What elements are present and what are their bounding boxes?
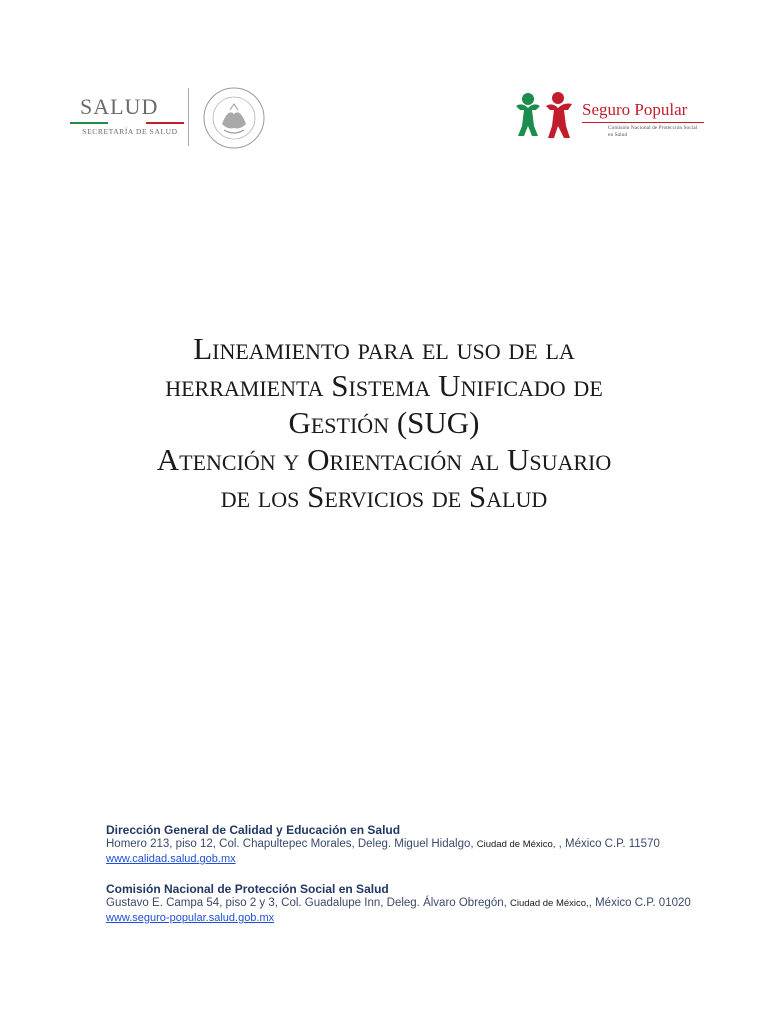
salud-subtitle: SECRETARÍA DE SALUD <box>82 127 178 136</box>
org-seguro-popular-city: Ciudad de México, <box>510 898 589 909</box>
salud-wordmark: SALUD <box>80 94 159 119</box>
seguro-popular-wordmark: Seguro Popular <box>582 100 688 119</box>
org-calidad-name: Dirección General de Calidad y Educación en Salud <box>106 823 401 837</box>
national-seal-icon <box>202 86 266 150</box>
org-seguro-popular-address: Gustavo E. Campa 54, piso 2 y 3, Col. Guadalupe Inn, Deleg. Álvaro Obregón, <box>106 897 511 909</box>
logo-divider <box>188 88 189 146</box>
title-line-5: de los Servicios de Salud <box>220 479 548 514</box>
org-seguro-popular-address-line <box>106 896 726 911</box>
title-line-2: herramienta Sistema Unificado de <box>165 368 603 403</box>
document-title <box>60 330 708 515</box>
org-seguro-popular-postal: , México C.P. 01020 <box>588 897 691 909</box>
title-line-3: Gestión (SUG) <box>288 405 480 440</box>
seguro-popular-figures-icon <box>512 92 578 140</box>
org-calidad-city: Ciudad de México, <box>476 839 556 850</box>
org-calidad-address: Homero 213, piso 12, Col. Chapultepec Morales, Deleg. Miguel Hidalgo, <box>106 838 477 850</box>
title-line-1: Lineamiento para el uso de la <box>193 331 575 366</box>
org-seguro-popular-name: Comisión Nacional de Protección Social en Salud <box>106 882 389 896</box>
org-calidad-link[interactable]: www.calidad.salud.gob.mx <box>106 853 236 865</box>
seguro-popular-rule <box>582 122 704 123</box>
org-calidad <box>106 823 726 866</box>
title-line-4: Atención y Orientación al Usuario <box>156 442 612 477</box>
salud-logo <box>64 82 274 152</box>
seguro-popular-logo <box>512 86 712 146</box>
org-seguro-popular-link[interactable]: www.seguro-popular.salud.gob.mx <box>106 912 275 924</box>
org-calidad-postal: , México C.P. 11570 <box>555 838 660 850</box>
org-seguro-popular <box>106 882 726 925</box>
seguro-popular-subtitle: Comisión Nacional de Protección Social en Salud <box>608 125 698 138</box>
org-calidad-address-line <box>106 837 726 852</box>
tricolor-bar <box>70 122 184 124</box>
